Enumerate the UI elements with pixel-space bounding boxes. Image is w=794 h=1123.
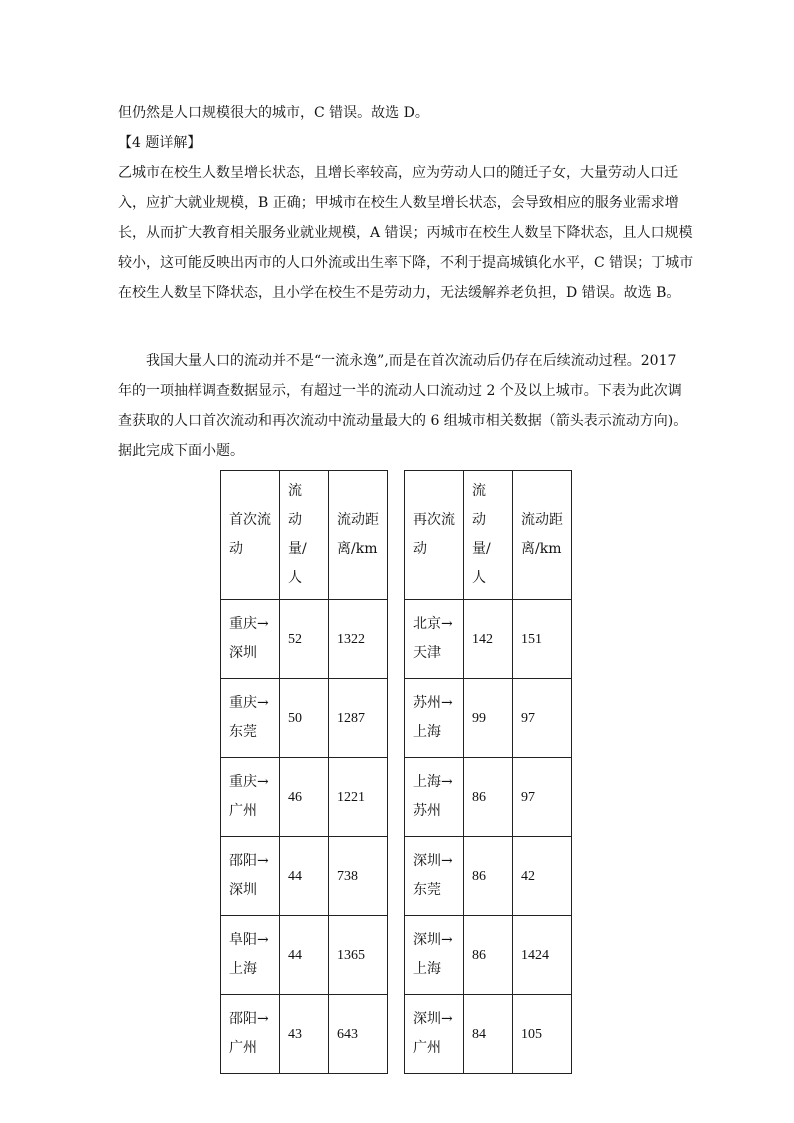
distance-cell: 738 bbox=[329, 837, 388, 916]
first-migration-table bbox=[220, 470, 388, 1074]
route-cell: 深圳→上海 bbox=[405, 916, 464, 995]
table-row bbox=[221, 837, 388, 916]
route-cell: 重庆→广州 bbox=[221, 758, 280, 837]
volume-cell: 86 bbox=[464, 916, 513, 995]
header-volume: 流 动量/人 bbox=[464, 471, 513, 600]
distance-cell: 97 bbox=[513, 758, 572, 837]
table-row bbox=[405, 758, 572, 837]
distance-cell: 1322 bbox=[329, 600, 388, 679]
distance-cell: 1424 bbox=[513, 916, 572, 995]
volume-cell: 43 bbox=[280, 995, 329, 1074]
question-4-detail-heading: 【4 题详解】 bbox=[118, 135, 202, 151]
distance-cell: 643 bbox=[329, 995, 388, 1074]
table-row bbox=[221, 679, 388, 758]
volume-cell: 86 bbox=[464, 758, 513, 837]
distance-cell: 151 bbox=[513, 600, 572, 679]
volume-cell: 86 bbox=[464, 837, 513, 916]
volume-cell: 44 bbox=[280, 916, 329, 995]
route-cell: 深圳→广州 bbox=[405, 995, 464, 1074]
route-cell: 上海→苏州 bbox=[405, 758, 464, 837]
table-header-row bbox=[221, 471, 388, 600]
volume-cell: 46 bbox=[280, 758, 329, 837]
route-cell: 苏州→上海 bbox=[405, 679, 464, 758]
volume-cell: 99 bbox=[464, 679, 513, 758]
table-row bbox=[405, 600, 572, 679]
header-route: 首次流动 bbox=[221, 471, 280, 600]
volume-cell: 52 bbox=[280, 600, 329, 679]
distance-cell: 1287 bbox=[329, 679, 388, 758]
table-row bbox=[405, 837, 572, 916]
route-cell: 北京→天津 bbox=[405, 600, 464, 679]
table-row bbox=[221, 758, 388, 837]
table-row bbox=[221, 916, 388, 995]
volume-cell: 84 bbox=[464, 995, 513, 1074]
volume-cell: 50 bbox=[280, 679, 329, 758]
distance-cell: 105 bbox=[513, 995, 572, 1074]
volume-cell: 142 bbox=[464, 600, 513, 679]
route-cell: 重庆→东莞 bbox=[221, 679, 280, 758]
distance-cell: 97 bbox=[513, 679, 572, 758]
route-cell: 邵阳→深圳 bbox=[221, 837, 280, 916]
second-migration-table bbox=[404, 470, 572, 1074]
route-cell: 重庆→深圳 bbox=[221, 600, 280, 679]
table-row bbox=[221, 600, 388, 679]
header-route: 再次流动 bbox=[405, 471, 464, 600]
route-cell: 阜阳→上海 bbox=[221, 916, 280, 995]
distance-cell: 1221 bbox=[329, 758, 388, 837]
distance-cell: 42 bbox=[513, 837, 572, 916]
distance-cell: 1365 bbox=[329, 916, 388, 995]
table-header-row bbox=[405, 471, 572, 600]
paragraph-prev-answer: 但仍然是人口规模很大的城市，C 错误。故选 D。 bbox=[118, 105, 429, 121]
paragraph-migration-intro: 我国大量人口的流动并不是“一流永逸”,而是在首次流动后仍存在后续流动过程。2017 年的一项抽样调查数据显示，有超过一半的流动人口流动过 2 个及以上城市。下表为此次调查获取的人口首次流动和再次流动中流动量最大的 6 组城市相关数据（箭头表示流动方向)。据此完成下面小题。 bbox=[118, 353, 688, 459]
header-distance: 流动距离/km bbox=[513, 471, 572, 600]
header-volume: 流 动量/人 bbox=[280, 471, 329, 600]
volume-cell: 44 bbox=[280, 837, 329, 916]
route-cell: 邵阳→广州 bbox=[221, 995, 280, 1074]
table-row bbox=[405, 916, 572, 995]
table-row bbox=[221, 995, 388, 1074]
route-cell: 深圳→东莞 bbox=[405, 837, 464, 916]
table-row bbox=[405, 679, 572, 758]
table-row bbox=[405, 995, 572, 1074]
header-distance: 流动距离/km bbox=[329, 471, 388, 600]
paragraph-question-4-explanation: 乙城市在校生人数呈增长状态，且增长率较高，应为劳动人口的随迁子女，大量劳动人口迁入，应扩大就业规模，B 正确；甲城市在校生人数呈增长状态，会导致相应的服务业需求增长，从而扩大教育相关服务业就业规模，A 错误；丙城市在校生人数呈下降状态，且人口规模较小，这可能反映出丙市的人口外流或出生率下降，不利于提高城镇化水平，C 错误；丁城市在校生人数呈下降状态，且小学在校生不是劳动力，无法缓解养老负担，D 错误。故选 B。 bbox=[118, 165, 694, 301]
